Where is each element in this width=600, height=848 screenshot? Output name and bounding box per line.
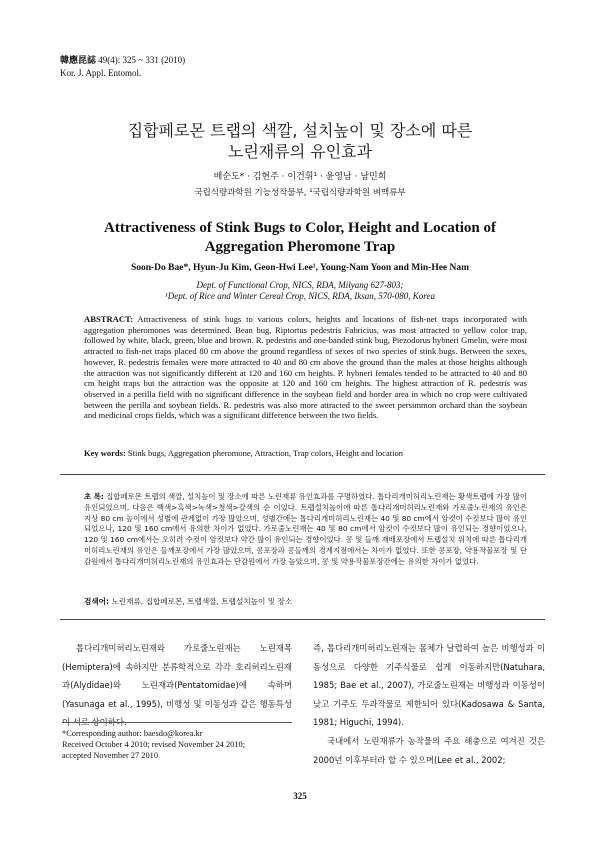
korean-authors: 배순도* · 김현주 · 이건휘¹ · 윤영남 · 남민희 — [213, 172, 387, 182]
footnote — [62, 728, 302, 761]
abstract-text: Attractiveness of stink bugs to various colors, heights and locations of fish-net traps incorporated with aggregation pheromones was determined. Bean bug, Riptortus pedestris Fabricius, was most attracted to yellow color trap, followed by white, black, green, blue and brown. R. pedestris and one-banded stink bug, Piezodorus hybneri Gmelin, were most attracted to fish-net traps placed 80 cm above the ground regardless of sexes of two species of stink bugs. Between the sexes, however, R. pedestris females were more attracted to 40 and 80 cm above the ground than the males at those heights although the attraction was not significantly different at 120 and 160 cm heights. P. hybneri females tended to be attracted to 40 and 80 cm height traps but the attraction was the opposite at 120 and 160 cm heights. The highest attraction of R. pedestris was observed in a perilla field with no significant difference in the soybean field and border area in which no crop were cultivated between the perilla and soybean fields. R. pedestris was also more attracted to the sweet persimmon orchard than the soybean and medicinal crops fields, which was a significant difference between the two fields. — [84, 314, 527, 421]
english-title-line2: Aggregation Pheromone Trap — [204, 239, 396, 255]
korean-abstract — [84, 492, 527, 568]
english-title — [0, 219, 600, 257]
english-authors: Soon-Do Bae*, Hyun-Ju Kim, Geon-Hwi Lee¹, Young-Nam Yoon and Min-Hee Nam — [130, 263, 470, 273]
english-keywords — [84, 448, 527, 458]
english-affiliation — [0, 280, 600, 302]
english-title-line1: Attractiveness of Stink Bugs to Color, Height and Location of — [104, 220, 496, 236]
affiliation-line2: ¹Dept. of Rice and Winter Cereal Crop, NICS, RDA, Iksan, 570-080, Korea — [165, 291, 435, 301]
body-right-column — [313, 639, 545, 769]
body-right-paragraph2: 국내에서 노린재류가 농작물의 주요 해충으로 여겨진 것은 2000년 이후부터라 할 수 있으며(Lee et al., 2002; — [313, 735, 545, 765]
keywords-label: Key words: — [84, 448, 126, 458]
page-number: 325 — [293, 791, 307, 801]
korean-abstract-label: 초 록: — [84, 492, 104, 501]
body-right-paragraph1: 즉, 톱다리개미허리노린재는 몸체가 날렵하여 높은 비행성과 이동성으로 다양한 기주식물로 쉽게 이동하지만(Natuhara, 1985; Bae et al., 2007), 가로줄노린재는 비행성과 이동성이 낮고 기주도 두과작물로 제한되어 있다(Kadosawa & Santa, 1981; Higuchi, 1994). — [313, 643, 545, 728]
divider — [60, 474, 545, 475]
keywords-text: Stink bugs, Aggregation pheromone, Attraction, Trap colors, Height and location — [127, 448, 403, 458]
korean-title-line1: 집합페로몬 트랩의 색깔, 설치높이 및 장소에 따른 — [127, 121, 473, 140]
journal-citation — [60, 54, 185, 79]
korean-title-line2: 노린재류의 유인효과 — [227, 142, 373, 161]
journal-name: 韓應昆誌 — [60, 56, 97, 66]
abstract-label: ABSTRACT: — [84, 314, 134, 324]
body-left-column: 톱다리개미허리노린재와 가로줄노린재는 노린재목(Hemiptera)에 속하지만 분류학적으로 각각 호리허리노린재과(Alydidae)와 노린재과(Pentatomidae)에 속하며(Yasunaga et al., 1995), 비행성 및 이동성과 같은 행동특성이 서로 상이하다. — [62, 643, 292, 728]
korean-keywords-text: 노린재류, 집합페로몬, 트랩색깔, 트랩설치높이 및 장소 — [111, 597, 293, 606]
english-abstract — [84, 314, 527, 421]
affiliation-line1: Dept. of Functional Crop, NICS, RDA, Milyang 627-803; — [196, 280, 404, 290]
footnote-rule — [62, 722, 292, 723]
korean-abstract-text: 집합페로몬 트랩의 색깔, 설치높이 및 장소에 따른 노린재류 유인효과를 구명하였다. 톱다리개미허리노린재는 황색트랩에 가장 많이 유인되었으며, 다음은 백색>흑색>녹색>청색>갈색의 순 이었다. 트랩설치높이에 따른 톱다리개미허리노린재와 가로줄노린재의 유인은 지상 80 cm 높이에서 성별에 관계없이 가장 많았으며, 성별간에는 톱다리개미허리노린재는 40 및 80 cm에서 암컷이 수컷보다 많이 유인되었으나, 120 및 160 cm에서 유의한 차이가 없었다. 가로줄노린재는 40 및 80 cm에서 암컷이 수컷보다 많이 유인되는 경향이었으나, 120 및 160 cm에서는 오히려 수컷이 암컷보다 약간 많이 유인되는 경향이었다. 콩 및 들깨 재배포장에서 트랩설치 위치에 따른 톱다리개미허리노린재의 유인은 들깨포장에서 가장 많았으며, 콩포장과 콩들깨의 경계지점에서는 차이가 없었다. 또한 콩포장, 약용작물포장 및 단감원에서 톱다리개미허리노린재의 유인효과는 단감원에서 가장 높았으며, 콩 및 약용작물포장간에는 유의한 차이가 없었다. — [84, 492, 527, 566]
accepted-date: accepted November 27 2010 — [62, 751, 159, 760]
korean-keywords — [84, 596, 527, 607]
korean-title — [0, 120, 600, 162]
corresponding-author: *Corresponding author: baesdo@korea.kr — [62, 729, 203, 738]
journal-abbreviation: Kor. J. Appl. Entomol. — [60, 68, 142, 78]
korean-affiliation: 국립식량과학원 기능성작물부, ¹국립식량과학원 벼맥류부 — [194, 188, 406, 198]
divider — [60, 619, 545, 620]
journal-issue: 49(4): 325 ~ 331 (2010) — [98, 55, 186, 65]
received-date: Received October 4 2010; revised November 24 2010; — [62, 740, 246, 749]
korean-keywords-label: 검색어: — [84, 597, 110, 606]
